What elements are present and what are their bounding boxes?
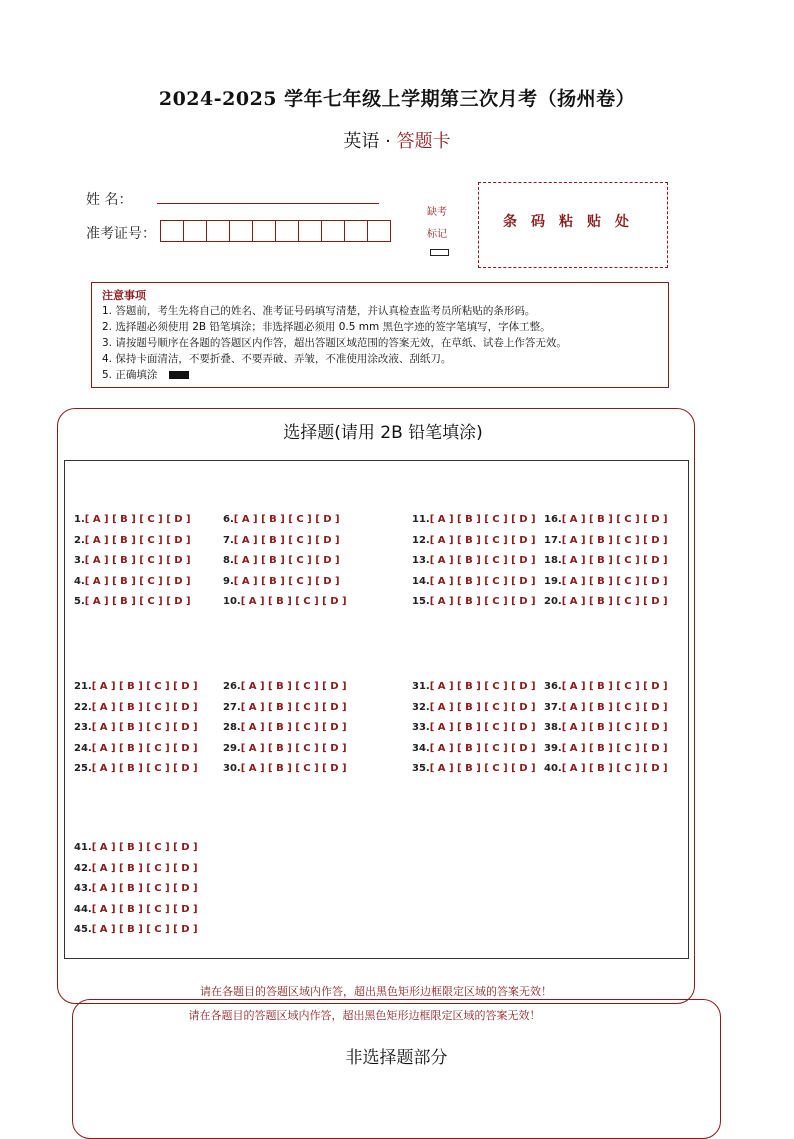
question-item	[412, 535, 536, 547]
card-name: 答题卡	[396, 131, 451, 152]
notice-item-3: 3. 请按题号顺序在各题的答题区内作答，超出答题区域范围的答案无效，在草纸、试卷上作答无效。	[102, 337, 567, 349]
question-number: 37.	[544, 701, 562, 713]
answer-options[interactable]: [ A ] [ B ] [ C ] [ D ]	[561, 722, 668, 734]
question-item	[544, 743, 668, 755]
notice-item-5-text: 5. 正确填涂	[102, 369, 158, 381]
id-number-field[interactable]	[160, 220, 390, 242]
id-digit-box[interactable]	[229, 220, 253, 242]
question-number: 10.	[223, 596, 241, 608]
question-number: 31.	[412, 681, 430, 692]
question-item	[544, 763, 668, 775]
question-number: 5.	[74, 596, 85, 608]
question-item	[223, 596, 347, 608]
answer-options[interactable]: [ A ] [ B ] [ C ] [ D ]	[84, 575, 191, 587]
answer-options[interactable]: [ A ] [ B ] [ C ] [ D ]	[561, 763, 668, 775]
question-number: 22.	[74, 701, 92, 713]
question-number: 1.	[74, 514, 85, 525]
question-item	[544, 576, 668, 588]
question-number: 19.	[544, 575, 562, 587]
non-choice-warning: 请在各题目的答题区域内作答，超出黑色矩形边框限定区域的答案无效！	[188, 1009, 541, 1022]
answer-options[interactable]: [ A ] [ B ] [ C ] [ D ]	[233, 514, 340, 525]
question-item	[223, 722, 347, 734]
answer-options[interactable]: [ A ] [ B ] [ C ] [ D ]	[429, 763, 536, 775]
question-item	[74, 535, 191, 547]
question-item	[74, 904, 198, 916]
question-item	[74, 722, 198, 734]
question-item	[544, 681, 668, 693]
question-item	[412, 763, 536, 775]
answer-options[interactable]: [ A ] [ B ] [ C ] [ D ]	[84, 534, 191, 546]
id-digit-box[interactable]	[275, 220, 299, 242]
answer-options[interactable]: [ A ] [ B ] [ C ] [ D ]	[91, 862, 198, 874]
answer-options[interactable]: [ A ] [ B ] [ C ] [ D ]	[561, 534, 668, 546]
question-item	[74, 555, 191, 567]
question-item	[223, 743, 347, 755]
question-item	[544, 722, 668, 734]
answer-options[interactable]: [ A ] [ B ] [ C ] [ D ]	[240, 596, 347, 608]
question-number: 6.	[223, 514, 234, 525]
answer-options[interactable]: [ A ] [ B ] [ C ] [ D ]	[561, 742, 668, 754]
question-item	[412, 596, 536, 608]
absent-mark-box[interactable]	[430, 249, 449, 256]
question-item	[74, 702, 198, 714]
id-label: 准考证号：	[86, 226, 156, 242]
answer-options[interactable]: [ A ] [ B ] [ C ] [ D ]	[240, 763, 347, 775]
question-item	[412, 576, 536, 588]
question-number: 14.	[412, 575, 430, 587]
answer-options[interactable]: [ A ] [ B ] [ C ] [ D ]	[429, 575, 536, 587]
answer-options[interactable]: [ A ] [ B ] [ C ] [ D ]	[561, 596, 668, 608]
question-item	[412, 555, 536, 567]
id-digit-box[interactable]	[298, 220, 322, 242]
question-number: 9.	[223, 575, 234, 587]
answer-options[interactable]: [ A ] [ B ] [ C ] [ D ]	[91, 681, 198, 692]
question-number: 28.	[223, 722, 241, 734]
answer-options[interactable]: [ A ] [ B ] [ C ] [ D ]	[84, 514, 191, 525]
question-item	[223, 681, 347, 693]
absent-label-2: 标记	[427, 229, 447, 240]
question-number: 27.	[223, 701, 241, 713]
question-number: 29.	[223, 742, 241, 754]
question-number: 38.	[544, 722, 562, 734]
question-item	[544, 555, 668, 567]
question-number: 41.	[74, 842, 92, 853]
question-number: 30.	[223, 763, 241, 775]
question-number: 13.	[412, 555, 430, 567]
choice-answer-area	[64, 460, 689, 959]
question-number: 39.	[544, 742, 562, 754]
answer-options[interactable]: [ A ] [ B ] [ C ] [ D ]	[84, 555, 191, 567]
answer-options[interactable]: [ A ] [ B ] [ C ] [ D ]	[561, 681, 668, 692]
question-number: 26.	[223, 681, 241, 692]
answer-options[interactable]: [ A ] [ B ] [ C ] [ D ]	[233, 534, 340, 546]
question-number: 43.	[74, 883, 92, 895]
answer-options[interactable]: [ A ] [ B ] [ C ] [ D ]	[84, 596, 191, 608]
answer-options[interactable]: [ A ] [ B ] [ C ] [ D ]	[240, 681, 347, 692]
question-item	[544, 514, 668, 526]
question-number: 23.	[74, 722, 92, 734]
answer-options[interactable]: [ A ] [ B ] [ C ] [ D ]	[429, 596, 536, 608]
question-item	[74, 883, 198, 895]
question-number: 4.	[74, 575, 85, 587]
id-digit-box[interactable]	[183, 220, 207, 242]
answer-options[interactable]: [ A ] [ B ] [ C ] [ D ]	[429, 534, 536, 546]
notice-item-1: 1. 答题前，考生先将自己的姓名、准考证号码填写清楚，并认真检查监考员所粘贴的条形码。	[102, 305, 536, 317]
answer-options[interactable]: [ A ] [ B ] [ C ] [ D ]	[240, 722, 347, 734]
question-number: 34.	[412, 742, 430, 754]
notice-item-2: 2. 选择题必须使用 2B 铅笔填涂；非选择题必须用 0.5 mm 黑色字迹的签字笔填写，字体工整。	[102, 321, 551, 333]
answer-options[interactable]: [ A ] [ B ] [ C ] [ D ]	[429, 681, 536, 692]
question-item	[223, 535, 340, 547]
answer-options[interactable]: [ A ] [ B ] [ C ] [ D ]	[240, 742, 347, 754]
answer-options[interactable]: [ A ] [ B ] [ C ] [ D ]	[429, 514, 536, 525]
choice-section-title: 选择题(请用 2B 铅笔填涂)	[283, 423, 483, 443]
question-item	[223, 702, 347, 714]
question-item	[412, 514, 536, 526]
question-item	[74, 863, 198, 875]
question-item	[74, 763, 198, 775]
card-subtitle	[0, 127, 794, 153]
question-item	[74, 924, 198, 936]
question-number: 24.	[74, 742, 92, 754]
notice-item-5	[102, 367, 668, 383]
answer-options[interactable]: [ A ] [ B ] [ C ] [ D ]	[429, 722, 536, 734]
question-number: 36.	[544, 681, 562, 692]
answer-options[interactable]: [ A ] [ B ] [ C ] [ D ]	[429, 555, 536, 567]
answer-options[interactable]: [ A ] [ B ] [ C ] [ D ]	[561, 514, 668, 525]
answer-options[interactable]: [ A ] [ B ] [ C ] [ D ]	[561, 555, 668, 567]
question-item	[412, 702, 536, 714]
question-item	[544, 702, 668, 714]
question-number: 12.	[412, 534, 430, 546]
question-item	[74, 743, 198, 755]
question-number: 32.	[412, 701, 430, 713]
question-number: 8.	[223, 555, 234, 567]
question-number: 25.	[74, 763, 92, 775]
answer-options[interactable]: [ A ] [ B ] [ C ] [ D ]	[561, 575, 668, 587]
absent-label-1: 缺考	[427, 207, 447, 218]
question-item	[74, 514, 191, 526]
answer-options[interactable]: [ A ] [ B ] [ C ] [ D ]	[91, 722, 198, 734]
answer-options[interactable]: [ A ] [ B ] [ C ] [ D ]	[91, 763, 198, 775]
id-digit-box[interactable]	[367, 220, 391, 242]
question-number: 16.	[544, 514, 562, 525]
question-item	[544, 596, 668, 608]
page-title: 2024-2025 学年七年级上学期第三次月考（扬州卷）	[158, 88, 636, 110]
answer-options[interactable]: [ A ] [ B ] [ C ] [ D ]	[91, 842, 198, 853]
answer-options[interactable]: [ A ] [ B ] [ C ] [ D ]	[91, 903, 198, 915]
answer-options[interactable]: [ A ] [ B ] [ C ] [ D ]	[561, 701, 668, 713]
barcode-label: 条码粘贴处	[503, 214, 643, 230]
answer-options[interactable]: [ A ] [ B ] [ C ] [ D ]	[233, 575, 340, 587]
question-number: 3.	[74, 555, 85, 567]
question-item	[223, 514, 340, 526]
question-item	[223, 555, 340, 567]
question-item	[74, 842, 198, 854]
answer-options[interactable]: [ A ] [ B ] [ C ] [ D ]	[91, 701, 198, 713]
subtitle-separator: ·	[379, 131, 397, 152]
answer-options[interactable]: [ A ] [ B ] [ C ] [ D ]	[91, 883, 198, 895]
answer-options[interactable]: [ A ] [ B ] [ C ] [ D ]	[91, 924, 198, 936]
subject-label: 英语	[343, 131, 380, 152]
question-number: 17.	[544, 534, 562, 546]
question-number: 40.	[544, 763, 562, 775]
question-number: 15.	[412, 596, 430, 608]
non-choice-title: 非选择题部分	[345, 1048, 448, 1068]
id-digit-box[interactable]	[252, 220, 276, 242]
barcode-area	[478, 182, 668, 268]
answer-options[interactable]: [ A ] [ B ] [ C ] [ D ]	[429, 701, 536, 713]
question-number: 33.	[412, 722, 430, 734]
id-digit-box[interactable]	[321, 220, 345, 242]
question-number: 18.	[544, 555, 562, 567]
answer-options[interactable]: [ A ] [ B ] [ C ] [ D ]	[240, 701, 347, 713]
question-item	[223, 763, 347, 775]
question-number: 42.	[74, 862, 92, 874]
question-number: 35.	[412, 763, 430, 775]
notice-box	[91, 282, 669, 388]
choice-warning: 请在各题目的答题区域内作答，超出黑色矩形边框限定区域的答案无效！	[200, 985, 552, 998]
question-item	[74, 681, 198, 693]
question-number: 2.	[74, 534, 85, 546]
question-item	[412, 681, 536, 693]
question-number: 20.	[544, 596, 562, 608]
answer-options[interactable]: [ A ] [ B ] [ C ] [ D ]	[429, 742, 536, 754]
name-field[interactable]	[157, 203, 379, 204]
answer-options[interactable]: [ A ] [ B ] [ C ] [ D ]	[91, 742, 198, 754]
notice-item-4: 4. 保持卡面清洁，不要折叠、不要弄破、弄皱，不准使用涂改液、刮纸刀。	[102, 353, 452, 365]
question-number: 21.	[74, 681, 92, 692]
id-digit-box[interactable]	[206, 220, 230, 242]
question-item	[412, 722, 536, 734]
question-item	[223, 576, 340, 588]
name-label: 姓 名：	[86, 192, 133, 208]
question-item	[412, 743, 536, 755]
question-item	[74, 576, 191, 588]
notice-title: 注意事项	[102, 289, 146, 302]
question-item	[74, 596, 191, 608]
question-item	[544, 535, 668, 547]
answer-options[interactable]: [ A ] [ B ] [ C ] [ D ]	[233, 555, 340, 567]
question-number: 7.	[223, 534, 234, 546]
question-number: 45.	[74, 924, 92, 936]
id-digit-box[interactable]	[160, 220, 184, 242]
question-number: 11.	[412, 514, 430, 525]
correct-fill-sample	[169, 371, 189, 379]
id-digit-box[interactable]	[344, 220, 368, 242]
question-number: 44.	[74, 903, 92, 915]
